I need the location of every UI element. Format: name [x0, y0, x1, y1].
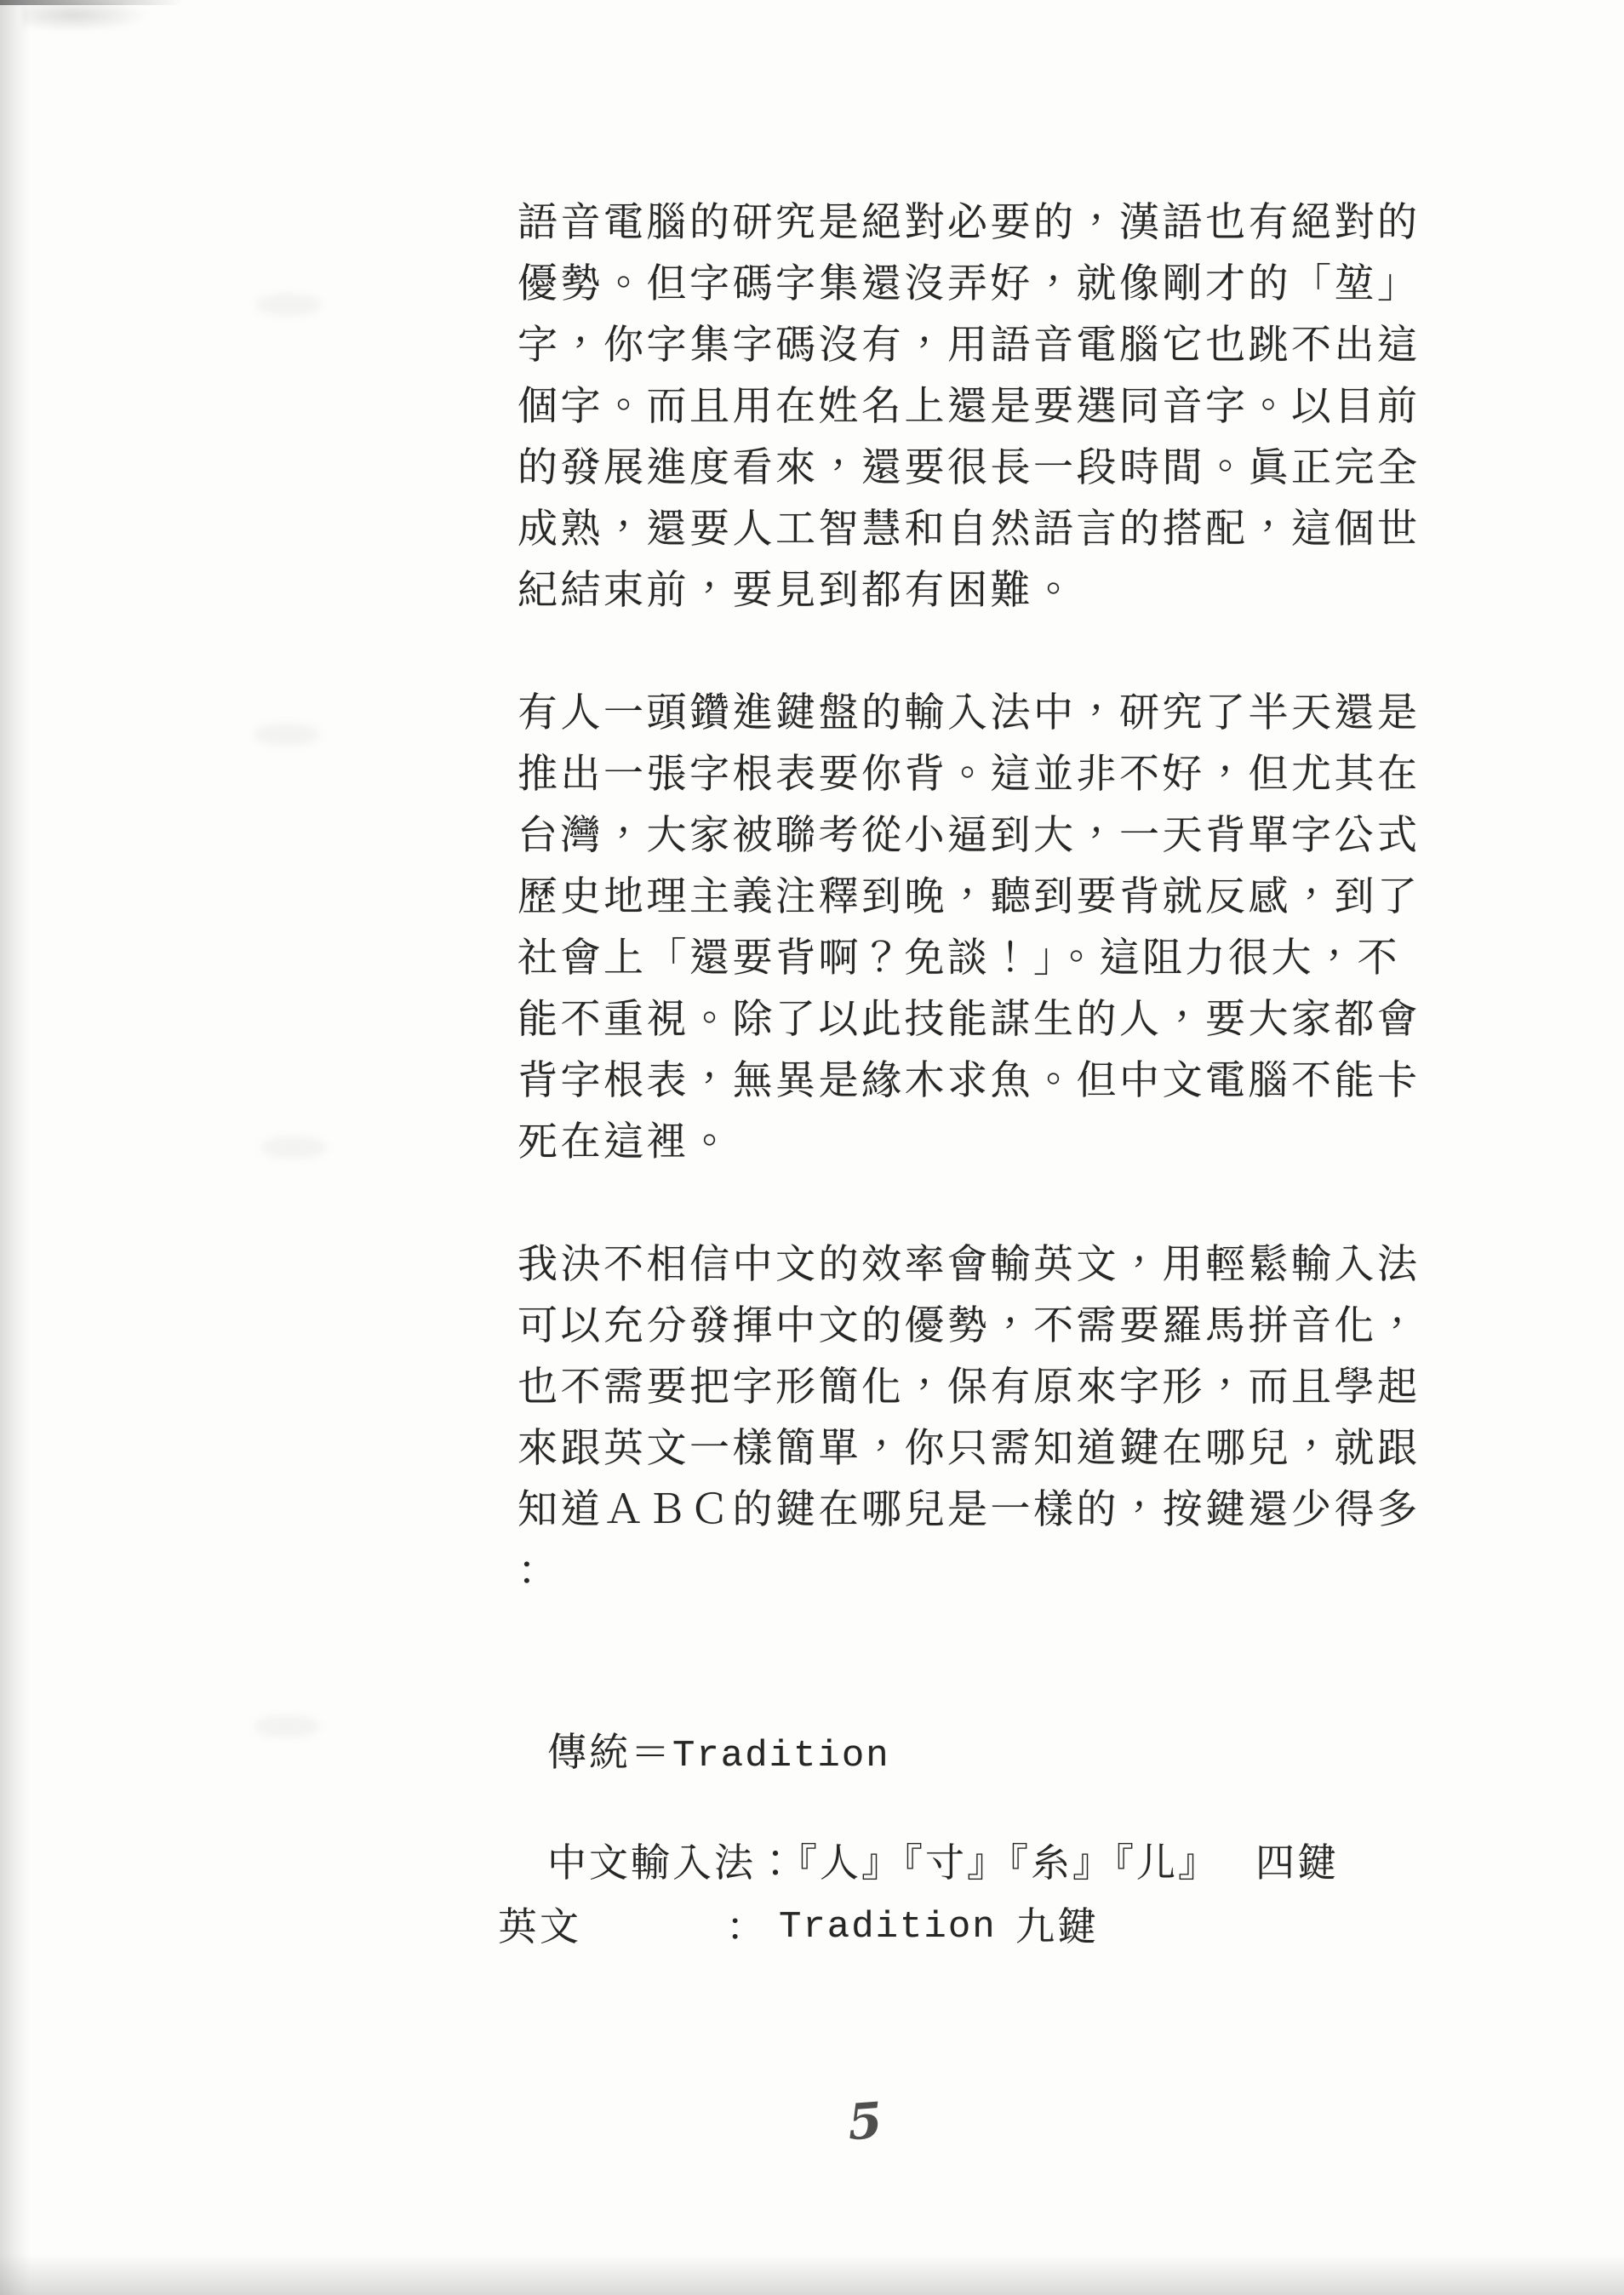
scan-margin-smudge [260, 1136, 327, 1159]
scan-margin-smudge [254, 724, 320, 746]
example-latin-word: Tradition [779, 1906, 997, 1949]
text-line: 死在這裡。 [518, 1120, 733, 1165]
text-line: 社會上「還要背啊？免談！」。這阻力很大，不 [518, 936, 1400, 981]
paragraph-2 [518, 683, 1522, 1173]
example-chinese-keys: 中文輸入法：『人』『寸』『糸』『儿』 [547, 1841, 1220, 1885]
text-line: 優勢。但字碼字集還沒弄好，就像剛才的「堃」 [518, 262, 1421, 306]
text-line: 能不重視。除了以此技能謀生的人，要大家都會 [518, 998, 1421, 1042]
text-line: 成熟，還要人工智慧和自然語言的搭配，這個世 [518, 507, 1421, 552]
example-line-english-input [498, 1901, 1434, 1954]
scan-corner-smudge [22, 3, 150, 32]
text-line: 背字根表，無異是緣木求魚。但中文電腦不能卡 [518, 1059, 1421, 1103]
text-line: 語音電腦的研究是絕對必要的，漢語也有絕對的 [518, 201, 1421, 245]
text-line: 紀結束前，要見到都有困難。 [518, 569, 1077, 613]
paragraph-1 [518, 192, 1522, 621]
text-line: 台灣，大家被聯考從小逼到大，一天背單字公式 [518, 814, 1421, 858]
text-line: 可以充分發揮中文的優勢，不需要羅馬拼音化， [518, 1304, 1421, 1348]
text-line: 個字。而且用在姓名上還是要選同音字。以目前 [518, 385, 1421, 429]
scan-top-edge-streak [0, 0, 183, 5]
scan-bottom-edge-shadow [0, 2254, 1624, 2295]
text-line: 來跟英文一樣簡單，你只需知道鍵在哪兒，就跟 [518, 1427, 1421, 1471]
example-chinese-label: 英文 [498, 1905, 581, 1949]
paragraph-3 [518, 1234, 1522, 1602]
text-line: 我決不相信中文的效率會輸英文，用輕鬆輸入法 [518, 1243, 1421, 1287]
text-line: 的發展進度看來，還要很長一段時間。眞正完全 [518, 446, 1421, 490]
example-key-count: 四鍵 [1255, 1841, 1339, 1885]
text-line: ： [518, 1549, 561, 1594]
example-key-count: 九鍵 [1015, 1905, 1099, 1949]
text-line: 也不需要把字形簡化，保有原來字形，而且學起 [518, 1365, 1421, 1410]
body-text [518, 192, 1522, 1602]
text-line: 知道ＡＢＣ的鍵在哪兒是一樣的，按鍵還少得多 [518, 1488, 1421, 1532]
example-chinese-label: 傳統＝ [547, 1731, 672, 1774]
text-line: 歷史地理主義注釋到晚，聽到要背就反感，到了 [518, 875, 1421, 919]
page-number: 5 [845, 2091, 884, 2152]
scan-left-edge-shadow [0, 0, 31, 2295]
text-line: 有人一頭鑽進鍵盤的輸入法中，研究了半天還是 [518, 691, 1421, 735]
example-colon: ： [726, 1905, 768, 1949]
text-line: 字，你字集字碼沒有，用語音電腦它也跳不出這 [518, 323, 1421, 368]
example-latin-word: Tradition [672, 1735, 890, 1777]
scan-margin-smudge [254, 1715, 320, 1737]
text-line: 推出一張字根表要你背。這並非不好，但尤其在 [518, 753, 1421, 797]
scan-margin-smudge [255, 294, 322, 316]
